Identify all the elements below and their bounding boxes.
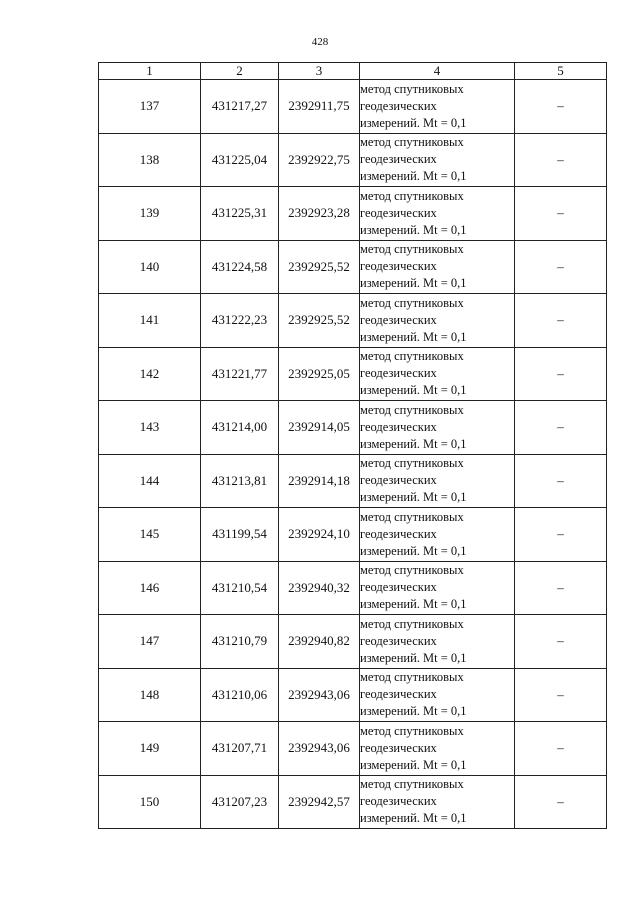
table-row: [99, 561, 607, 615]
table-header-row: [99, 63, 607, 80]
method-cell: [360, 454, 515, 508]
y-coordinate-cell: 2392924,10: [279, 508, 360, 562]
method-text-line: геодезических: [360, 259, 437, 274]
method-text-line: геодезических: [360, 473, 437, 488]
point-number-cell: 144: [99, 454, 201, 508]
method-cell: [360, 294, 515, 348]
method-text-line: метод спутниковых: [360, 563, 464, 578]
method-text-line: метод спутниковых: [360, 188, 464, 203]
method-text-line: метод спутниковых: [360, 349, 464, 364]
method-cell: [360, 775, 515, 829]
x-coordinate-cell: 431225,31: [201, 187, 279, 241]
method-text-line: метод спутниковых: [360, 456, 464, 471]
x-coordinate-cell: 431214,00: [201, 401, 279, 455]
point-number-cell: 142: [99, 347, 201, 401]
x-coordinate-cell: 431207,71: [201, 722, 279, 776]
point-number-cell: 143: [99, 401, 201, 455]
y-coordinate-cell: 2392925,52: [279, 240, 360, 294]
method-text-line: измерений. Mt = 0,1: [360, 169, 467, 184]
x-coordinate-cell: 431221,77: [201, 347, 279, 401]
column-5-cell: –: [515, 508, 607, 562]
y-coordinate-cell: 2392943,06: [279, 668, 360, 722]
x-coordinate-cell: 431217,27: [201, 80, 279, 134]
table-row: [99, 187, 607, 241]
point-number-cell: 137: [99, 80, 201, 134]
method-text-line: геодезических: [360, 687, 437, 702]
method-text-line: геодезических: [360, 419, 437, 434]
column-5-cell: –: [515, 294, 607, 348]
x-coordinate-cell: 431224,58: [201, 240, 279, 294]
method-cell: [360, 133, 515, 187]
table-row: [99, 240, 607, 294]
method-cell: [360, 615, 515, 669]
column-5-cell: –: [515, 240, 607, 294]
point-number-cell: 149: [99, 722, 201, 776]
method-cell: [360, 347, 515, 401]
column-5-cell: –: [515, 454, 607, 508]
table-row: [99, 615, 607, 669]
method-text-line: метод спутниковых: [360, 509, 464, 524]
header-cell-4: 4: [360, 63, 515, 80]
point-number-cell: 148: [99, 668, 201, 722]
method-cell: [360, 508, 515, 562]
header-cell-1: 1: [99, 63, 201, 80]
column-5-cell: –: [515, 775, 607, 829]
method-text-line: измерений. Mt = 0,1: [360, 490, 467, 505]
method-text-line: геодезических: [360, 312, 437, 327]
method-text-line: измерений. Mt = 0,1: [360, 115, 467, 130]
point-number-cell: 141: [99, 294, 201, 348]
method-text-line: метод спутниковых: [360, 295, 464, 310]
x-coordinate-cell: 431222,23: [201, 294, 279, 348]
method-text-line: геодезических: [360, 633, 437, 648]
x-coordinate-cell: 431207,23: [201, 775, 279, 829]
method-cell: [360, 187, 515, 241]
table-row: [99, 133, 607, 187]
point-number-cell: 150: [99, 775, 201, 829]
column-5-cell: –: [515, 668, 607, 722]
table-row: [99, 401, 607, 455]
coordinates-table: [98, 62, 607, 829]
point-number-cell: 138: [99, 133, 201, 187]
header-cell-2: 2: [201, 63, 279, 80]
method-text-line: геодезических: [360, 794, 437, 809]
column-5-cell: –: [515, 187, 607, 241]
method-text-line: метод спутниковых: [360, 723, 464, 738]
method-text-line: геодезических: [360, 366, 437, 381]
method-text-line: геодезических: [360, 98, 437, 113]
x-coordinate-cell: 431210,06: [201, 668, 279, 722]
y-coordinate-cell: 2392922,75: [279, 133, 360, 187]
page-number: 428: [311, 36, 329, 48]
y-coordinate-cell: 2392940,82: [279, 615, 360, 669]
point-number-cell: 139: [99, 187, 201, 241]
method-text-line: метод спутниковых: [360, 402, 464, 417]
method-text-line: измерений. Mt = 0,1: [360, 650, 467, 665]
y-coordinate-cell: 2392914,18: [279, 454, 360, 508]
x-coordinate-cell: 431199,54: [201, 508, 279, 562]
method-cell: [360, 668, 515, 722]
method-text-line: метод спутниковых: [360, 242, 464, 257]
column-5-cell: –: [515, 347, 607, 401]
method-text-line: метод спутниковых: [360, 81, 464, 96]
method-text-line: метод спутниковых: [360, 135, 464, 150]
table-row: [99, 775, 607, 829]
table-row: [99, 80, 607, 134]
point-number-cell: 140: [99, 240, 201, 294]
method-cell: [360, 722, 515, 776]
column-5-cell: –: [515, 561, 607, 615]
table-body: [99, 80, 607, 829]
table-row: [99, 347, 607, 401]
x-coordinate-cell: 431213,81: [201, 454, 279, 508]
method-text-line: измерений. Mt = 0,1: [360, 597, 467, 612]
table-row: [99, 508, 607, 562]
x-coordinate-cell: 431225,04: [201, 133, 279, 187]
method-text-line: метод спутниковых: [360, 616, 464, 631]
header-cell-5: 5: [515, 63, 607, 80]
y-coordinate-cell: 2392923,28: [279, 187, 360, 241]
method-cell: [360, 80, 515, 134]
table-row: [99, 722, 607, 776]
method-text-line: измерений. Mt = 0,1: [360, 329, 467, 344]
column-5-cell: –: [515, 133, 607, 187]
method-text-line: геодезических: [360, 740, 437, 755]
point-number-cell: 147: [99, 615, 201, 669]
y-coordinate-cell: 2392943,06: [279, 722, 360, 776]
table-row: [99, 454, 607, 508]
column-5-cell: –: [515, 80, 607, 134]
method-text-line: геодезических: [360, 205, 437, 220]
y-coordinate-cell: 2392914,05: [279, 401, 360, 455]
method-text-line: измерений. Mt = 0,1: [360, 704, 467, 719]
method-text-line: метод спутниковых: [360, 670, 464, 685]
column-5-cell: –: [515, 401, 607, 455]
method-text-line: измерений. Mt = 0,1: [360, 543, 467, 558]
y-coordinate-cell: 2392940,32: [279, 561, 360, 615]
y-coordinate-cell: 2392925,05: [279, 347, 360, 401]
method-text-line: измерений. Mt = 0,1: [360, 276, 467, 291]
method-text-line: измерений. Mt = 0,1: [360, 811, 467, 826]
method-text-line: геодезических: [360, 152, 437, 167]
method-cell: [360, 240, 515, 294]
method-text-line: измерений. Mt = 0,1: [360, 222, 467, 237]
method-text-line: геодезических: [360, 580, 437, 595]
header-cell-3: 3: [279, 63, 360, 80]
x-coordinate-cell: 431210,79: [201, 615, 279, 669]
y-coordinate-cell: 2392942,57: [279, 775, 360, 829]
point-number-cell: 145: [99, 508, 201, 562]
method-cell: [360, 561, 515, 615]
y-coordinate-cell: 2392911,75: [279, 80, 360, 134]
method-text-line: метод спутниковых: [360, 777, 464, 792]
method-cell: [360, 401, 515, 455]
method-text-line: геодезических: [360, 526, 437, 541]
method-text-line: измерений. Mt = 0,1: [360, 757, 467, 772]
method-text-line: измерений. Mt = 0,1: [360, 436, 467, 451]
point-number-cell: 146: [99, 561, 201, 615]
method-text-line: измерений. Mt = 0,1: [360, 383, 467, 398]
y-coordinate-cell: 2392925,52: [279, 294, 360, 348]
table-row: [99, 668, 607, 722]
column-5-cell: –: [515, 615, 607, 669]
column-5-cell: –: [515, 722, 607, 776]
table-row: [99, 294, 607, 348]
x-coordinate-cell: 431210,54: [201, 561, 279, 615]
